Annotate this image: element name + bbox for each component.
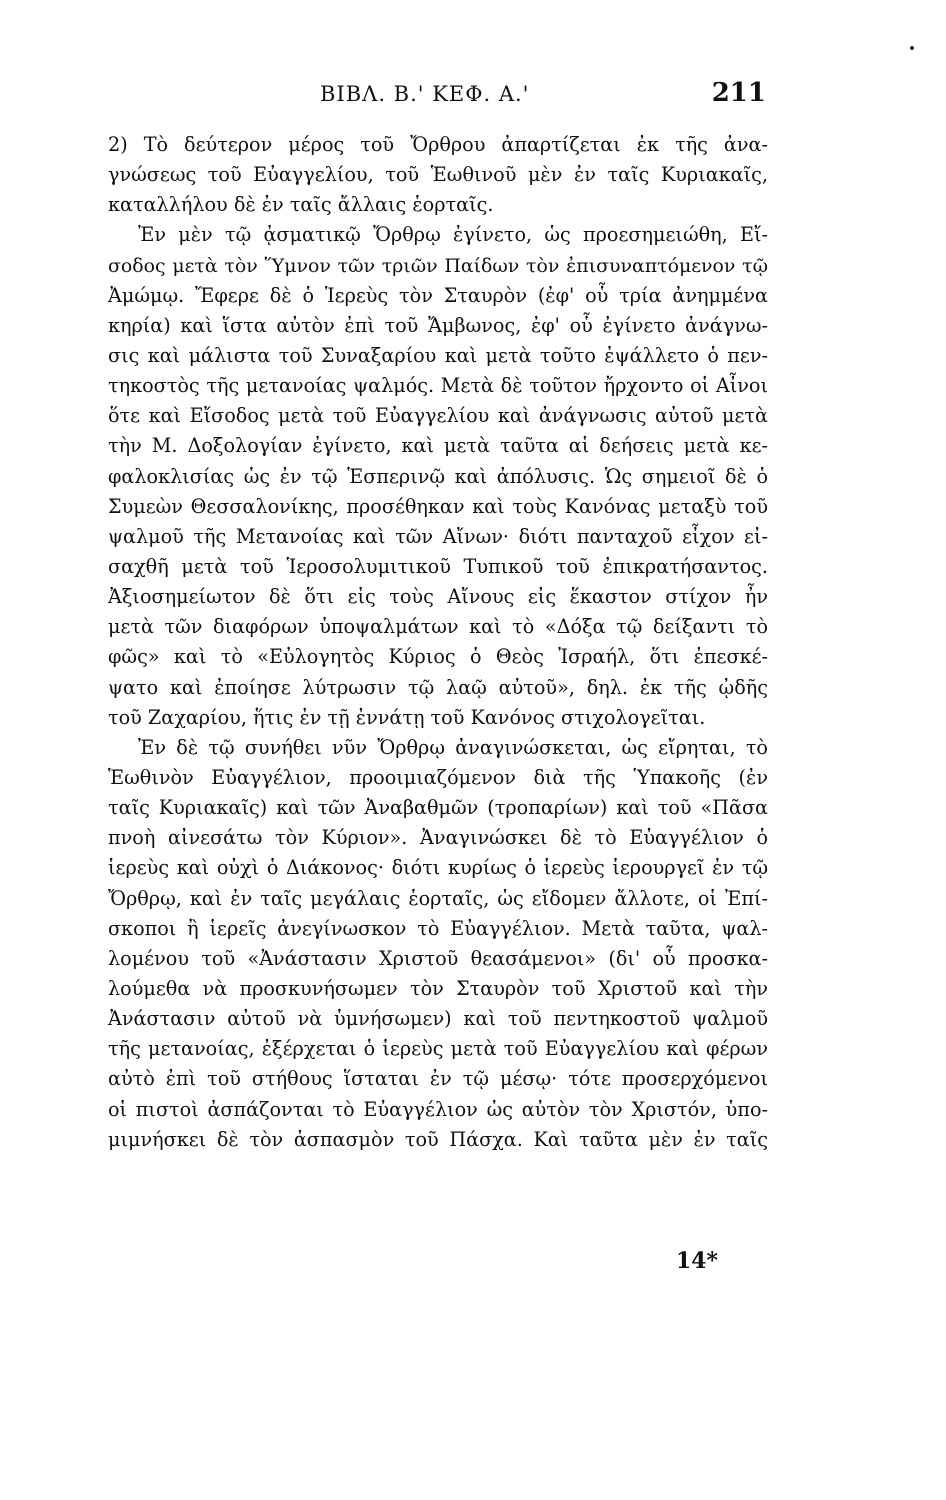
text-line: ψαλμοῦ τῆς Μετανοίας καὶ τῶν Αἴνων· διότι πανταχοῦ εἶχον εἰ- [108, 524, 768, 548]
text-line: σαχθῆ μετὰ τοῦ Ἱεροσολυμιτικοῦ Τυπικοῦ τοῦ ἐπικρατήσαντος. [108, 554, 768, 578]
text-line: τοῦ Ζαχαρίου, ἥτις ἐν τῇ ἐννάτῃ τοῦ Κανόνος στιχολογεῖται. [108, 705, 706, 729]
text-line: Ἑωθινὸν Εὐαγγέλιον, προοιμιαζόμενον διὰ τῆς Ὑπακοῆς (ἐν [108, 765, 768, 789]
text-line: Ἀξιοσημείωτον δὲ ὅτι εἰς τοὺς Αἴνους εἰς ἕκαστον στίχον ἦν [108, 585, 768, 609]
text-line: ψατο καὶ ἐποίησε λύτρωσιν τῷ λαῷ αὐτοῦ», δηλ. ἐκ τῆς ᾠδῆς [108, 675, 768, 699]
text-line: λομένου τοῦ «Ἀνάστασιν Χριστοῦ θεασάμενοι» (δι' οὗ προσκα- [108, 946, 768, 970]
text-line: αὐτὸ ἐπὶ τοῦ στήθους ἵσταται ἐν τῷ μέσῳ· τότε προσερχόμενοι [108, 1067, 768, 1091]
text-line: Ὄρθρῳ, καὶ ἐν ταῖς μεγάλαις ἑορταῖς, ὡς εἴδομεν ἄλλοτε, οἱ Ἐπί- [108, 886, 768, 910]
text-line: πνοὴ αἰνεσάτω τὸν Κύριον». Ἀναγινώσκει δὲ τὸ Εὐαγγέλιον ὁ [108, 826, 768, 850]
text-line: τὴν Μ. Δοξολογίαν ἐγίνετο, καὶ μετὰ ταῦτα αἱ δεήσεις μετὰ κε- [108, 434, 768, 458]
text-line: μετὰ τῶν διαφόρων ὑποψαλμάτων καὶ τὸ «Δόξα τῷ δείξαντι τὸ [108, 615, 768, 639]
signature-mark: 14* [675, 1248, 718, 1274]
text-line: τῆς μετανοίας, ἐξέρχεται ὁ ἱερεὺς μετὰ τοῦ Εὐαγγελίου καὶ φέρων [108, 1037, 768, 1061]
text-line: γνώσεως τοῦ Εὐαγγελίου, τοῦ Ἑωθινοῦ μὲν ἐν ταῖς Κυριακαῖς, [108, 163, 768, 187]
text-line: Συμεὼν Θεσσαλονίκης, προσέθηκαν καὶ τοὺς Κανόνας μεταξὺ τοῦ [108, 494, 768, 518]
text-line: Ἐν δὲ τῷ συνήθει νῦν Ὄρθρῳ ἀναγινώσκεται, ὡς εἴρηται, τὸ [138, 735, 768, 759]
text-line: φῶς» καὶ τὸ «Εὐλογητὸς Κύριος ὁ Θεὸς Ἰσραήλ, ὅτι ἐπεσκέ- [108, 645, 768, 669]
text-line: ἱερεὺς καὶ οὐχὶ ὁ Διάκονος· διότι κυρίως ὁ ἱερεὺς ἱερουργεῖ ἐν τῷ [108, 856, 768, 880]
text-line [108, 1155, 768, 1185]
text-line: μιμνήσκει δὲ τὸν ἀσπασμὸν τοῦ Πάσχα. Καὶ ταῦτα μὲν ἐν ταῖς [108, 1127, 768, 1151]
text-line: σκοποι ἢ ἱερεῖς ἀνεγίνωσκον τὸ Εὐαγγέλιον. Μετὰ ταῦτα, ψαλ- [108, 916, 768, 940]
text-line: Ἀνάστασιν αὐτοῦ νὰ ὑμνήσωμεν) καὶ τοῦ πεντηκοστοῦ ψαλμοῦ [108, 1007, 768, 1031]
text-line: λούμεθα νὰ προσκυνήσωμεν τὸν Σταυρὸν τοῦ Χριστοῦ καὶ τὴν [108, 976, 768, 1000]
text-line: σοδος μετὰ τὸν Ὕμνον τῶν τριῶν Παίδων τὸν ἐπισυναπτόμενον τῷ [108, 254, 768, 277]
text-line: σις καὶ μάλιστα τοῦ Συναξαρίου καὶ μετὰ τοῦτο ἐψάλλετο ὁ πεν- [108, 343, 768, 367]
text-line: ὅτε καὶ Εἴσοδος μετὰ τοῦ Εὐαγγελίου καὶ ἀνάγνωσις αὐτοῦ μετὰ [108, 404, 768, 428]
text-line: Ἀμώμῳ. Ἔφερε δὲ ὁ Ἱερεὺς τὸν Σταυρὸν (ἐφ' οὗ τρία ἀνημμένα [108, 283, 768, 307]
text-line: 2) Τὸ δεύτερον μέρος τοῦ Ὄρθρου ἀπαρτίζεται ἐκ τῆς ἀνα- [108, 133, 768, 156]
page-header [108, 78, 768, 112]
text-line: κηρία) καὶ ἵστα αὐτὸν ἐπὶ τοῦ Ἄμβωνος, ἐφ' οὗ ἐγίνετο ἀνάγνω- [108, 313, 768, 337]
body-text [108, 130, 768, 1185]
text-line: καταλλήλου δὲ ἐν ταῖς ἄλλαις ἑορταῖς. [108, 193, 494, 217]
page-number: 211 [711, 78, 766, 108]
text-line: Ἐν μὲν τῷ ᾀσματικῷ Ὄρθρῳ ἐγίνετο, ὡς προεσημειώθη, Εἴ- [138, 223, 768, 247]
speck-mark [910, 46, 914, 50]
text-line: τηκοστὸς τῆς μετανοίας ψαλμός. Μετὰ δὲ τοῦτον ἤρχοντο οἱ Αἶνοι [108, 374, 768, 398]
text-line: οἱ πιστοὶ ἀσπάζονται τὸ Εὐαγγέλιον ὡς αὐτὸν τὸν Χριστόν, ὑπο- [108, 1097, 768, 1121]
page-footer [108, 1248, 768, 1278]
text-line: ταῖς Κυριακαῖς) καὶ τῶν Ἀναβαθμῶν (τροπαρίων) καὶ τοῦ «Πᾶσα [108, 796, 768, 820]
text-line: φαλοκλισίας ὡς ἐν τῷ Ἑσπερινῷ καὶ ἀπόλυσις. Ὡς σημειοῖ δὲ ὁ [108, 464, 768, 488]
running-head: ΒΙΒΛ. Β.' ΚΕΦ. Α.' [320, 82, 530, 106]
